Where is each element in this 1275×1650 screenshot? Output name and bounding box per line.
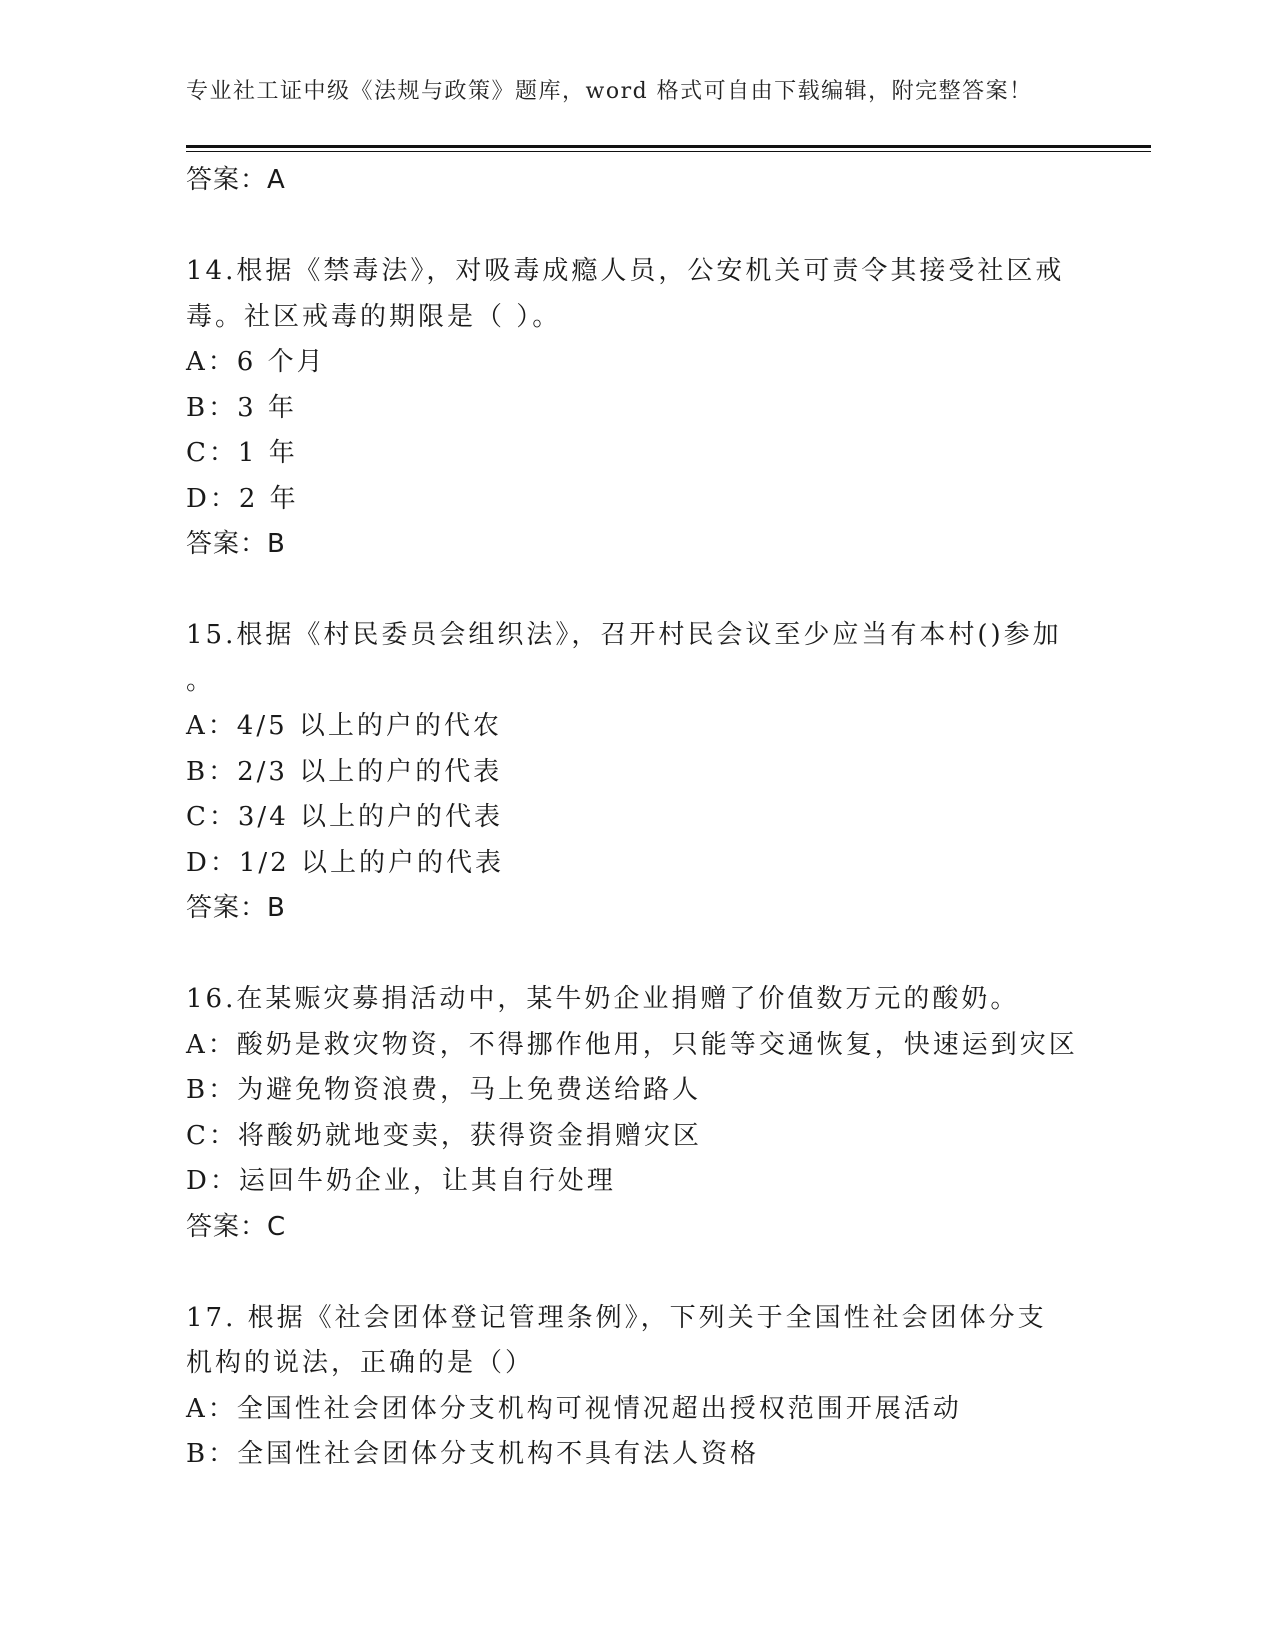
option-b: B：为避免物资浪费，马上免费送给路人: [186, 1075, 702, 1105]
option-c: C：1 年: [186, 438, 298, 468]
question-stem: 17. 根据《社会团体登记管理条例》，下列关于全国性社会团体分支: [186, 1302, 1047, 1333]
option-a: A：6 个月: [186, 347, 326, 377]
question-16: [186, 977, 1096, 1250]
page-header: 专业社工证中级《法规与政策》题库，word 格式可自由下载编辑，附完整答案！: [186, 79, 1033, 104]
question-15: [186, 613, 1096, 932]
question-14: [186, 249, 1096, 568]
header-rule-thick: [186, 145, 1151, 148]
document-body: [186, 158, 1096, 1478]
option-a: A：4/5 以上的户的代农: [186, 711, 502, 741]
answer: 答案：C: [186, 1211, 287, 1242]
question-stem: 毒。社区戒毒的期限是（ ）。: [186, 301, 562, 332]
option-a: A：全国性社会团体分支机构可视情况超出授权范围开展活动: [186, 1393, 962, 1424]
question-stem: 机构的说法，正确的是（）: [186, 1348, 535, 1378]
question-stem: 16.在某赈灾募捐活动中，某牛奶企业捐赠了价值数万元的酸奶。: [186, 984, 1020, 1014]
question-stem: 。: [186, 665, 216, 696]
option-b: B：3 年: [186, 392, 297, 423]
option-b: B：全国性社会团体分支机构不具有法人资格: [186, 1439, 760, 1469]
option-d: D：运回牛奶企业，让其自行处理: [186, 1166, 616, 1196]
header-rule-thin: [186, 151, 1151, 152]
option-d: D：2 年: [186, 483, 299, 514]
question-stem: 15.根据《村民委员会组织法》，召开村民会议至少应当有本村()参加: [186, 620, 1062, 650]
option-d: D：1/2 以上的户的代表: [186, 847, 504, 878]
option-a: A：酸奶是救灾物资，不得挪作他用，只能等交通恢复，快速运到灾区: [186, 1029, 1078, 1060]
question-stem: 14.根据《禁毒法》，对吸毒成瘾人员，公安机关可责令其接受社区戒: [186, 256, 1065, 286]
answer-13: 答案：A: [186, 165, 286, 195]
answer: 答案：B: [186, 893, 286, 923]
option-c: C：将酸奶就地变卖，获得资金捐赠灾区: [186, 1120, 702, 1151]
question-17: [186, 1296, 1096, 1478]
answer: 答案：B: [186, 529, 286, 559]
option-b: B：2/3 以上的户的代表: [186, 756, 503, 787]
option-c: C：3/4 以上的户的代表: [186, 802, 504, 832]
